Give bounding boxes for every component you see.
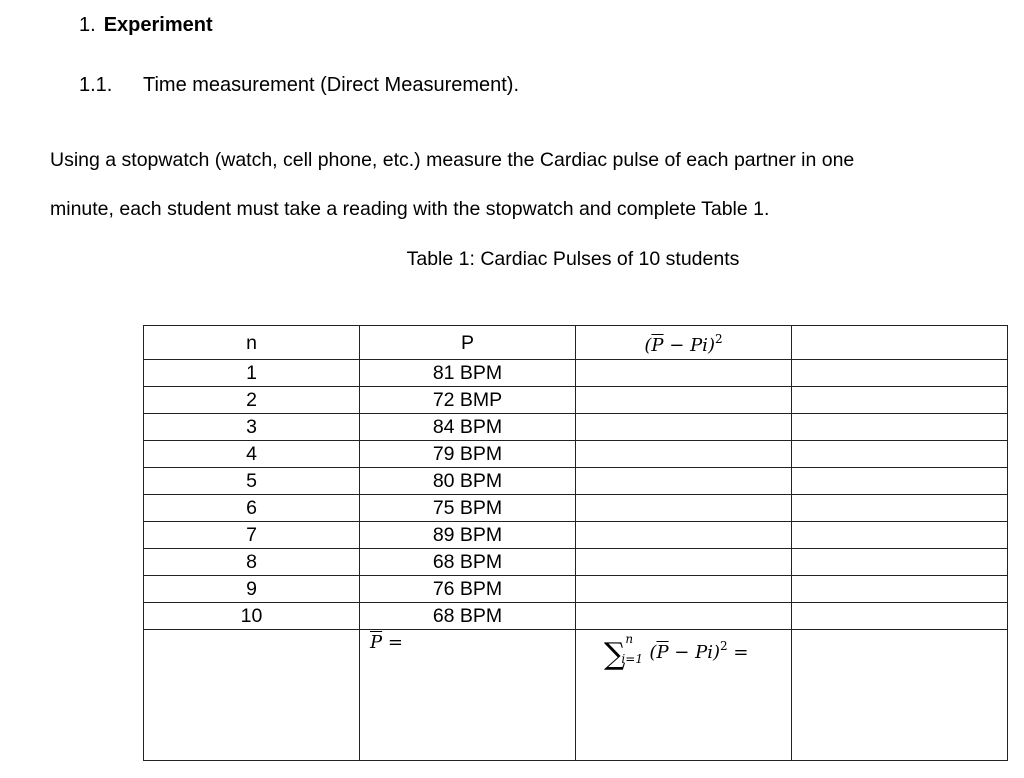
- subsection-number: 1.1.: [79, 74, 113, 96]
- row-n-cell: 4: [144, 441, 360, 468]
- sum-formula: ∑ n i=1 $(\overline{P} - Pi)^2$ =: [604, 632, 749, 672]
- row-deviation-cell: [576, 522, 792, 549]
- row-deviation-cell: [576, 387, 792, 414]
- row-empty-cell: [792, 495, 1008, 522]
- row-p-cell: 81 BPM: [360, 360, 576, 387]
- table-row: [144, 441, 1008, 468]
- instructions-line-1: Using a stopwatch (watch, cell phone, etc.) measure the Cardiac pulse of each partner in one: [50, 149, 855, 171]
- row-deviation-cell: [576, 549, 792, 576]
- table-row: [144, 468, 1008, 495]
- table-row: [144, 387, 1008, 414]
- header-p: P: [360, 326, 576, 360]
- header-empty: [792, 326, 1008, 360]
- row-deviation-cell: [576, 441, 792, 468]
- row-p-cell: 72 BMP: [360, 387, 576, 414]
- row-n-cell: 9: [144, 576, 360, 603]
- table-caption: Table 1: Cardiac Pulses of 10 students: [406, 248, 740, 270]
- row-n-cell: 7: [144, 522, 360, 549]
- row-n-cell: 8: [144, 549, 360, 576]
- table-footer-row: [144, 630, 1008, 761]
- row-p-cell: 80 BPM: [360, 468, 576, 495]
- row-deviation-cell: [576, 576, 792, 603]
- footer-blank-4: [792, 630, 1008, 761]
- row-n-cell: 5: [144, 468, 360, 495]
- header-deviation: $(\overline{P} - Pi)^2$: [576, 326, 792, 360]
- row-empty-cell: [792, 603, 1008, 630]
- table-row: [144, 522, 1008, 549]
- table-row: [144, 603, 1008, 630]
- row-p-cell: 76 BPM: [360, 576, 576, 603]
- sigma-symbol: ∑: [604, 637, 626, 672]
- row-p-cell: 68 BPM: [360, 549, 576, 576]
- row-p-cell: 75 BPM: [360, 495, 576, 522]
- row-empty-cell: [792, 549, 1008, 576]
- subsection-title: Time measurement (Direct Measurement).: [143, 74, 520, 96]
- row-empty-cell: [792, 576, 1008, 603]
- header-n: n: [144, 326, 360, 360]
- pulse-table: [143, 325, 1008, 761]
- row-p-cell: 68 BPM: [360, 603, 576, 630]
- instructions-line-2: minute, each student must take a reading with the stopwatch and complete Table 1.: [50, 198, 770, 220]
- table-row: [144, 576, 1008, 603]
- mean-symbol: $\overline{P}$: [370, 632, 383, 653]
- section-title: Experiment: [103, 14, 213, 36]
- row-deviation-cell: [576, 360, 792, 387]
- row-p-cell: 79 BPM: [360, 441, 576, 468]
- row-deviation-cell: [576, 414, 792, 441]
- footer-blank-1: [144, 630, 360, 761]
- row-deviation-cell: [576, 468, 792, 495]
- table-row: [144, 549, 1008, 576]
- section-number: 1.: [79, 14, 96, 36]
- row-empty-cell: [792, 468, 1008, 495]
- row-empty-cell: [792, 360, 1008, 387]
- row-p-cell: 89 BPM: [360, 522, 576, 549]
- row-empty-cell: [792, 441, 1008, 468]
- table-header-row: [144, 326, 1008, 360]
- table-row: [144, 360, 1008, 387]
- row-n-cell: 1: [144, 360, 360, 387]
- row-empty-cell: [792, 387, 1008, 414]
- footer-mean-cell: $\overline{P}$ =: [360, 630, 576, 761]
- footer-sum-cell: [576, 630, 792, 761]
- row-n-cell: 3: [144, 414, 360, 441]
- row-deviation-cell: [576, 603, 792, 630]
- row-p-cell: 84 BPM: [360, 414, 576, 441]
- row-n-cell: 10: [144, 603, 360, 630]
- row-n-cell: 2: [144, 387, 360, 414]
- subsection-heading: [79, 74, 519, 97]
- row-deviation-cell: [576, 495, 792, 522]
- table-row: [144, 495, 1008, 522]
- section-heading: [79, 14, 213, 37]
- row-empty-cell: [792, 522, 1008, 549]
- table-row: [144, 414, 1008, 441]
- row-n-cell: 6: [144, 495, 360, 522]
- row-empty-cell: [792, 414, 1008, 441]
